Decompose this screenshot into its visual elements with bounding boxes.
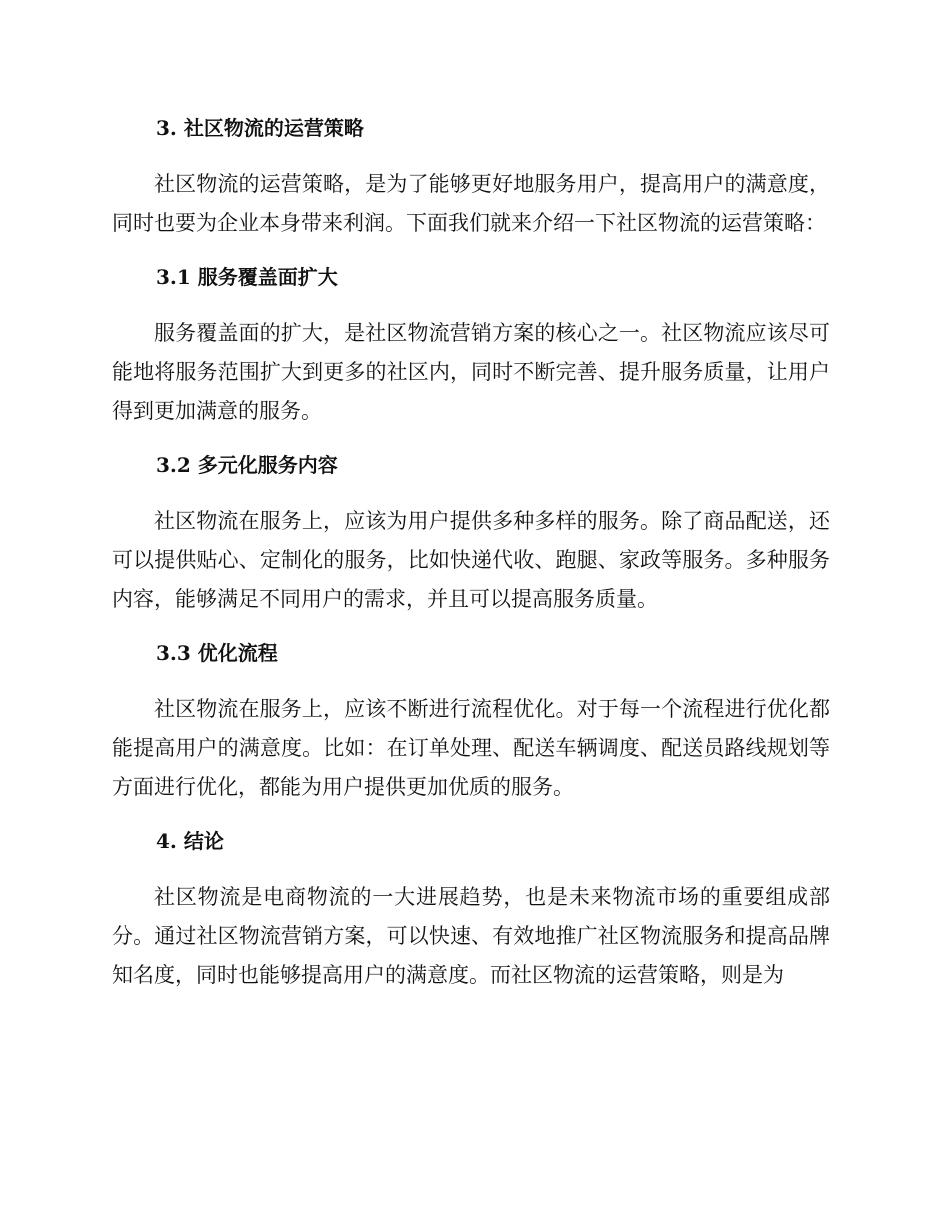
section-heading-3-1: 3.1 服务覆盖面扩大: [156, 265, 338, 289]
section-paragraph-3-2: 社区物流在服务上，应该为用户提供多种多样的服务。除了商品配送，还可以提供贴心、定制化的服务，比如快递代收、跑腿、家政等服务。多种服务内容，能够满足不同用户的需求，并且可以提高服务质量。: [112, 509, 830, 611]
document-body: [112, 112, 830, 995]
section-paragraph-3: 社区物流的运营策略，是为了能够更好地服务用户，提高用户的满意度，同时也要为企业本身带来利润。下面我们就来介绍一下社区物流的运营策略：: [112, 172, 830, 235]
section-heading-3-3: 3.3 优化流程: [156, 641, 278, 665]
section-paragraph-3-3: 社区物流在服务上，应该不断进行流程优化。对于每一个流程进行优化都能提高用户的满意度。比如：在订单处理、配送车辆调度、配送员路线规划等方面进行优化，都能为用户提供更加优质的服务。: [112, 697, 830, 799]
section-paragraph-4: 社区物流是电商物流的一大进展趋势，也是未来物流市场的重要组成部分。通过社区物流营销方案，可以快速、有效地推广社区物流服务和提高品牌知名度，同时也能够提高用户的满意度。而社区物流的运营策略，则是为: [112, 885, 830, 987]
section-paragraph-3-1: 服务覆盖面的扩大，是社区物流营销方案的核心之一。社区物流应该尽可能地将服务范围扩大到更多的社区内，同时不断完善、提升服务质量，让用户得到更加满意的服务。: [112, 321, 830, 423]
section-heading-3-2: 3.2 多元化服务内容: [156, 453, 338, 477]
section-heading-3: 3. 社区物流的运营策略: [156, 116, 364, 140]
section-heading-4: 4. 结论: [156, 829, 224, 853]
